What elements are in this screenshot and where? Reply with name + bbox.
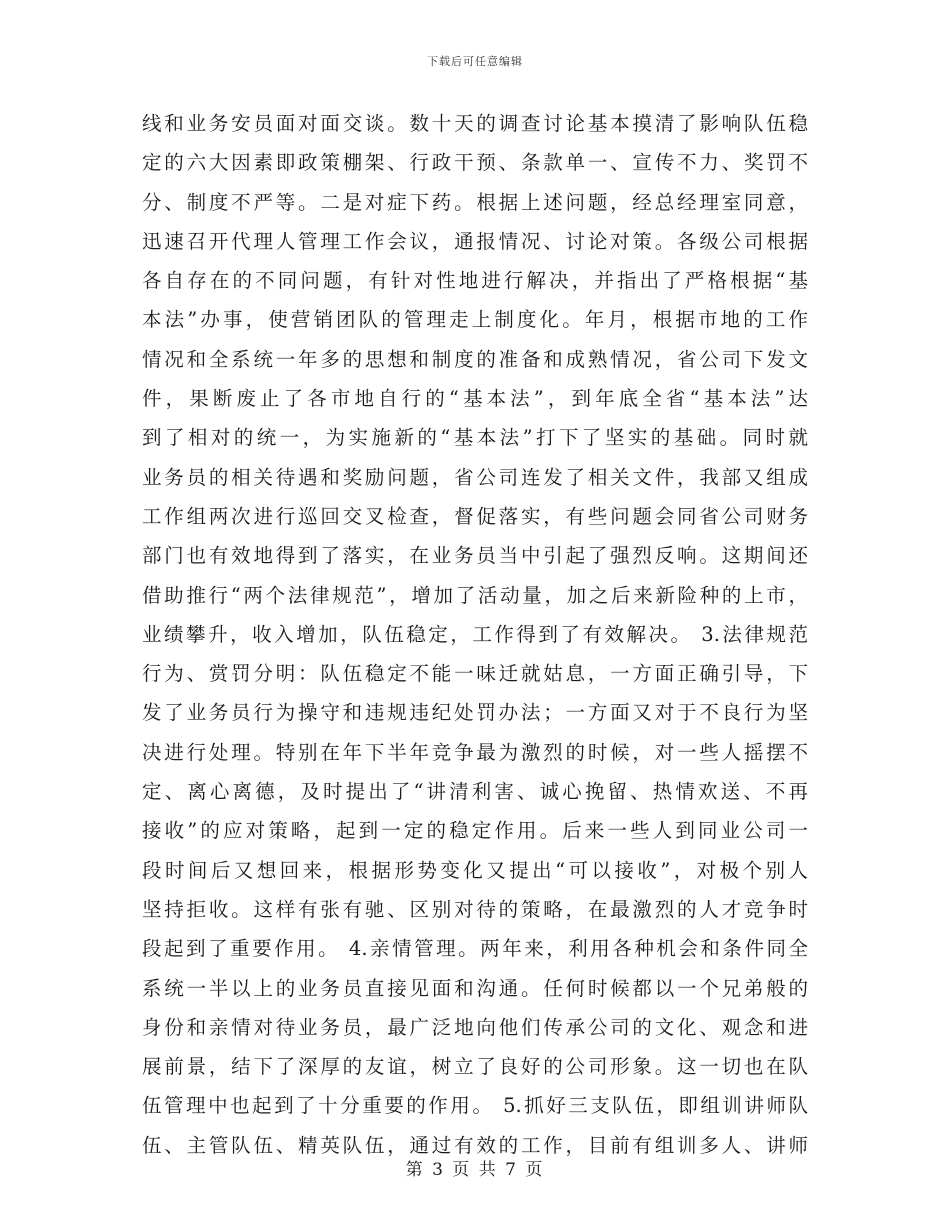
body-line: 到了相对的统一，为实施新的“基本法”打下了坚实的基础。同时就 [142,426,808,450]
body-line: 行为、赏罚分明：队伍稳定不能一味迁就姑息，一方面正确引导，下 [142,662,808,686]
body-line: 借助推行“两个法律规范”，增加了活动量，加之后来新险种的上市， [142,583,808,607]
body-line: 发了业务员行为操守和违规违纪处罚办法；一方面又对于不良行为坚 [142,701,808,725]
body-line: 定的六大因素即政策棚架、行政干预、条款单一、宣传不力、奖罚不 [142,151,808,175]
page-number-footer: 第 3 页 共 7 页 [405,1160,545,1180]
body-line: 线和业务安员面对面交谈。数十天的调查讨论基本摸清了影响队伍稳 [142,112,808,135]
body-line: 伍、主管队伍、精英队伍，通过有效的工作，目前有组训多人、讲师 [142,1133,808,1157]
page-header: 下载后可任意编辑 [427,55,523,68]
body-line: 决进行处理。特别在年下半年竞争最为激烈的时候，对一些人摇摆不 [142,740,808,764]
body-paragraph [142,104,808,1165]
body-line: 迅速召开代理人管理工作会议，通报情况、讨论对策。各级公司根据 [142,229,808,253]
body-line: 系统一半以上的业务员直接见面和沟通。任何时候都以一个兄弟般的 [142,976,808,1000]
body-line: 身份和亲情对待业务员，最广泛地向他们传承公司的文化、观念和进 [142,1015,808,1039]
body-line: 展前景，结下了深厚的友谊，树立了良好的公司形象。这一切也在队 [142,1055,808,1079]
body-line: 业务员的相关待遇和奖励问题，省公司连发了相关文件，我部又组成 [142,465,808,489]
body-line: 业绩攀升，收入增加，队伍稳定，工作得到了有效解决。 3.法律规范 [142,622,808,646]
body-line: 情况和全系统一年多的思想和制度的准备和成熟情况，省公司下发文 [142,347,808,371]
body-line: 段时间后又想回来，根据形势变化又提出“可以接收”，对极个别人 [142,858,808,882]
body-line: 件，果断废止了各市地自行的“基本法”，到年底全省“基本法”达 [142,387,808,411]
body-line: 本法”办事，使营销团队的管理走上制度化。年月，根据市地的工作 [142,308,808,332]
body-line: 各自存在的不同问题，有针对性地进行解决，并指出了严格根据“基 [142,269,808,293]
body-line: 坚持拒收。这样有张有驰、区别对待的策略，在最激烈的人才竞争时 [142,897,808,921]
body-line: 工作组两次进行巡回交叉检查，督促落实，有些问题会同省公司财务 [142,504,808,528]
body-line: 段起到了重要作用。 4.亲情管理。两年来，利用各种机会和条件同全 [142,937,808,961]
body-line: 伍管理中也起到了十分重要的作用。 5.抓好三支队伍，即组训讲师队 [142,1094,808,1118]
body-line: 分、制度不严等。二是对症下药。根据上述问题，经总经理室同意， [142,190,808,214]
body-line: 部门也有效地得到了落实，在业务员当中引起了强烈反响。这期间还 [142,544,808,568]
body-line: 接收”的应对策略，起到一定的稳定作用。后来一些人到同业公司一 [142,819,808,843]
body-line: 定、离心离德，及时提出了“讲清利害、诚心挽留、热情欢送、不再 [142,780,808,804]
